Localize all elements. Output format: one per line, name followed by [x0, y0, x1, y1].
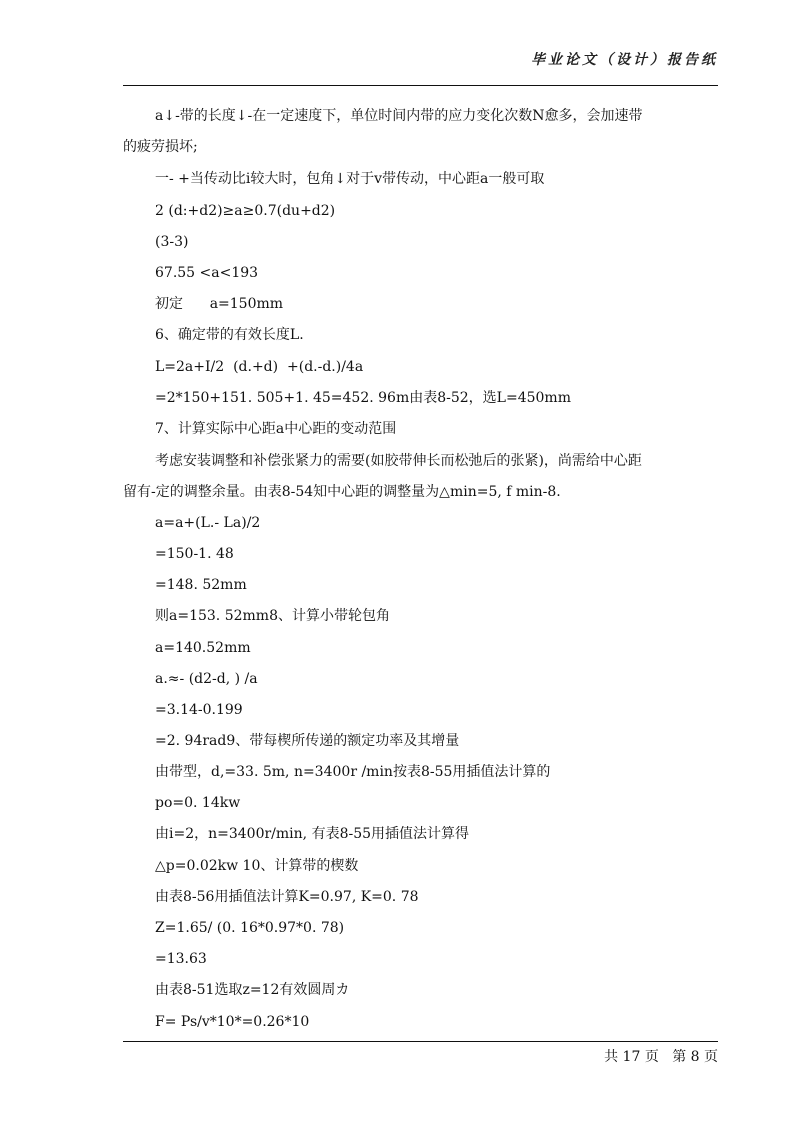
- text-line: 一- +当传动比i较大时，包角↓对于v带传动，中心距a一般可取: [155, 171, 545, 187]
- text-line: =13.63: [155, 951, 207, 967]
- text-line: 由i=2，n=3400r/min, 有表8-55用插值法计算得: [155, 826, 470, 842]
- text-line: =148. 52mm: [155, 577, 247, 593]
- text-line: 7、计算实际中心距a中心距的变动范围: [155, 421, 397, 437]
- text-line: Z=1.65/ (0. 16*0.97*0. 78): [155, 920, 345, 936]
- text-line: 初定 a=150mm: [155, 296, 284, 312]
- text-line: a↓-带的长度↓-在一定速度下，单位时间内带的应力变化次数N愈多，会加速带: [155, 108, 643, 124]
- current-page: 第 8 页: [672, 1049, 718, 1065]
- header-rule: [123, 85, 718, 86]
- text-line: po=0. 14kw: [155, 795, 241, 811]
- text-line: =2. 94rad9、带每楔所传递的额定功率及其增量: [155, 733, 460, 749]
- text-line: 由表8-56用插值法计算K=0.97, K=0. 78: [155, 889, 419, 905]
- total-pages: 共 17 页: [604, 1049, 659, 1065]
- text-line: 的疲劳损坏;: [123, 139, 198, 155]
- header-title: 毕业论文（设计）报告纸: [531, 52, 718, 68]
- text-line: △p=0.02kw 10、计算带的楔数: [155, 858, 359, 874]
- text-line: F= Ps/v*10*=0.26*10: [155, 1014, 310, 1030]
- text-line: 2 (d:+d2)≥a≥0.7(du+d2): [155, 203, 336, 219]
- text-line: 由带型，d,=33. 5m, n=3400r /min按表8-55用插值法计算的: [155, 764, 551, 780]
- text-line: 67.55 <a<193: [155, 265, 259, 281]
- text-line: =2*150+151. 505+1. 45=452. 96m由表8-52，选L=450mm: [155, 390, 571, 406]
- text-line: a=140.52mm: [155, 640, 251, 656]
- text-line: a.≈- (d2-d, ) /a: [155, 671, 258, 687]
- text-line: (3-3): [155, 234, 189, 250]
- footer-rule: [123, 1041, 718, 1042]
- text-line: 留有-定的调整余量。由表8-54知中心距的调整量为△min=5, f min-8.: [123, 484, 561, 500]
- text-line: 则a=153. 52mm8、计算小带轮包角: [155, 608, 390, 624]
- text-line: 6、确定带的有效长度L.: [155, 327, 304, 343]
- text-line: a=a+(L.- La)/2: [155, 515, 261, 531]
- text-line: L=2a+I/2 (d.+d) +(d.-d.)/4a: [155, 359, 364, 375]
- page-footer: [604, 1046, 718, 1066]
- text-line: 考虑安装调整和补偿张紧力的需要(如胶带伸长而松弛后的张紧)，尚需给中心距: [155, 453, 642, 469]
- text-line: =150-1. 48: [155, 546, 234, 562]
- text-line: 由表8-51选取z=12有效圆周カ: [155, 982, 350, 998]
- text-line: =3.14-0.199: [155, 702, 243, 718]
